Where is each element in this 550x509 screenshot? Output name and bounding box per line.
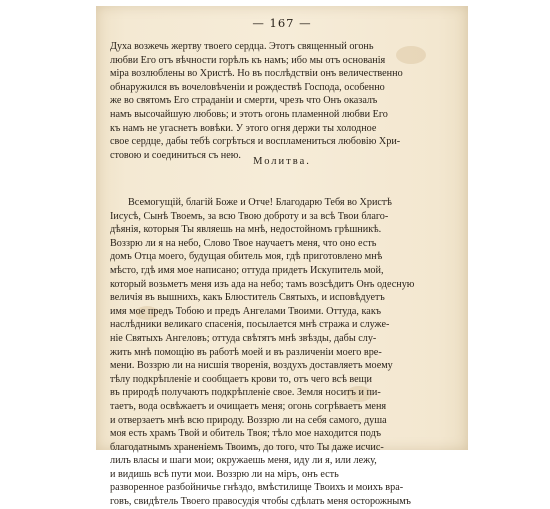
text-line: говъ, свидѣтель Твоего правосудія чтобы сдѣлать меня осторожнымъ [110, 496, 411, 508]
text-line: къ намъ не угаснетъ вовѣки. У этого огня держи ты холодное [110, 122, 377, 134]
text-line: таетъ, вода освѣжаетъ и очищаетъ меня; огонь согрѣваетъ меня [110, 400, 387, 412]
text-line: жить мнѣ помощію въ работѣ моей и въ различеніи моего вре- [110, 346, 382, 358]
text-line: лилъ власы и шаги мои; окружаешь меня, иду ли я, или лежу, [110, 455, 377, 467]
text-line: благодатнымъ храненіемъ Твоимъ, до того, что Ты даже исчис- [110, 441, 384, 453]
text-line: который возьметъ меня изъ ада на небо; тамъ возсѣдитъ Онъ одесную [110, 278, 415, 290]
text-line: стовою и соединиться съ нею. [110, 149, 241, 161]
text-line: міра возлюблены во Христѣ. Но въ послѣдствіи онъ величественно [110, 68, 403, 80]
paragraph-2 [110, 196, 454, 509]
text-line: разворенное разбойничье гнѣздо, вмѣстилище Твоихъ и моихъ вра- [110, 482, 404, 494]
text-line: имя мое предъ Тобою и предъ Ангелами Твоими. Оттуда, какъ [110, 305, 382, 317]
book-page [96, 6, 468, 508]
text-line: дѣянія, которыя Ты являешь на мнѣ, недостойномъ грѣшникѣ. [110, 224, 382, 236]
text-line: свое сердце, дабы тебѣ согрѣться и воспламениться любовію Хри- [110, 136, 401, 148]
text-line: величія въ вышнихъ, какъ Блюститель Святыхъ, и исповѣдуетъ [110, 292, 385, 304]
text-line: домъ Отца моего, будущая обитель моя, гдѣ приготовлено мнѣ [110, 251, 383, 263]
text-line: обнаружился въ вочеловѣченіи и рождествѣ Господа, особенно [110, 81, 385, 93]
text-line: и видишь всѣ пути мои. Воззрю ли на міръ, онъ есть [110, 468, 339, 480]
text-line: и отверзаетъ мнѣ всю природу. Воззрю ли на себя самого, душа [110, 414, 387, 426]
text-line: мени. Воззрю ли на нисшія творенія, воздухъ доставляетъ моему [110, 360, 393, 372]
text-line: тѣлу подкрѣпленіе и сообщаетъ крови то, отъ чего всѣ вещи [110, 373, 372, 385]
page-number: — 167 — [252, 16, 312, 30]
text-line: Духа возжечь жертву твоего сердца. Этотъ священный огонь [110, 41, 374, 52]
text-line: же во святомъ Его страданіи и смерти, чрезъ что Онъ оказалъ [110, 95, 378, 107]
text-line: моя есть храмъ Твой и обитель Твоя; тѣло мое находится подъ [110, 428, 382, 440]
text-line: наслѣдники великаго спасенія, посылается мнѣ стража и служе- [110, 319, 390, 331]
text-line: любви Его отъ вѣчности горѣлъ къ намъ; ибо мы отъ основанія [110, 54, 386, 66]
text-line: въ природѣ получаютъ подкрѣпленіе свое. Земля носитъ и пи- [110, 387, 381, 399]
text-line: мѣсто, гдѣ имя мое написано; оттуда придетъ Искупитель мой, [110, 264, 384, 276]
text-line: намъ высочайшую любовь; и этотъ огонь пламенной любви Его [110, 108, 388, 120]
text-line: Іисусѣ, Сынѣ Твоемъ, за всю Твою доброту и за всѣ Твои благо- [110, 210, 389, 222]
text-line: Воззрю ли я на небо, Слово Твое научаетъ меня, что оно есть [110, 237, 377, 249]
text-line: ніе Святыхъ Ангеловъ; оттуда свѣтятъ мнѣ звѣзды, дабы слу- [110, 332, 377, 344]
paragraph-1 [110, 40, 454, 162]
text-line: Всемогущій, благій Боже и Отче! Благодарю Тебя во Христѣ [128, 197, 392, 208]
section-heading: Молитва. [253, 156, 311, 167]
